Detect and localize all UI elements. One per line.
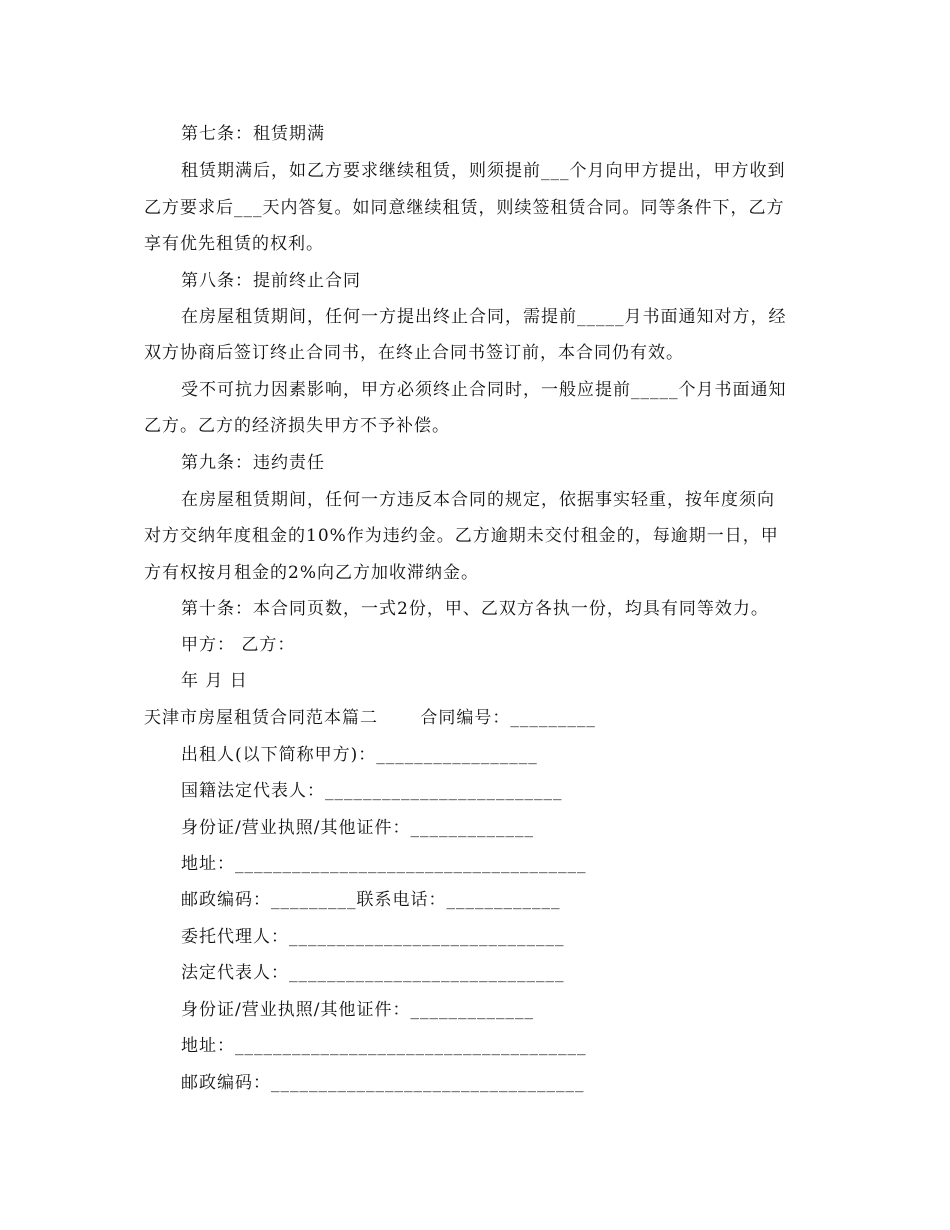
article-7-paragraph-line: 享有优先租赁的权利。 — [144, 234, 324, 254]
article-8-paragraph-line: 乙方。乙方的经济损失甲方不予补偿。 — [144, 416, 450, 436]
article-8-heading: 第八条：提前终止合同 — [181, 271, 361, 291]
nationality-representative-field: 国籍法定代表人：_________________________ — [181, 781, 563, 801]
article-8-paragraph-line: 双方协商后签订终止合同书，在终止合同书签订前，本合同仍有效。 — [144, 343, 684, 363]
date-line: 年 月 日 — [181, 671, 248, 691]
agent-field: 委托代理人：_____________________________ — [181, 927, 565, 947]
id-document-field: 身份证/营业执照/其他证件：_____________ — [181, 1000, 534, 1020]
postal-phone-field: 邮政编码：_________联系电话：____________ — [181, 890, 561, 910]
article-7-paragraph-line: 乙方要求后___天内答复。如同意继续租赁，则续签租赁合同。同等条件下，乙方 — [144, 198, 785, 218]
article-9-heading: 第九条：违约责任 — [181, 453, 325, 473]
article-7-paragraph-line: 租赁期满后，如乙方要求继续租赁，则须提前___个月向甲方提出，甲方收到 — [181, 161, 786, 181]
article-8-paragraph-line: 受不可抗力因素影响，甲方必须终止合同时，一般应提前_____个月书面通知 — [181, 380, 787, 400]
article-8-paragraph-line: 在房屋租赁期间，任何一方提出终止合同，需提前_____月书面通知对方，经 — [181, 307, 787, 327]
address-field: 地址：_____________________________________ — [181, 854, 587, 874]
id-document-field: 身份证/营业执照/其他证件：_____________ — [181, 818, 534, 838]
address-field: 地址：_____________________________________ — [181, 1036, 587, 1056]
article-10: 第十条：本合同页数，一式2份，甲、乙双方各执一份，均具有同等效力。 — [181, 599, 769, 619]
lessor-field: 出租人(以下简称甲方)：_________________ — [181, 745, 538, 765]
article-9-paragraph-line: 对方交纳年度租金的10%作为违约金。乙方逾期未交付租金的，每逾期一日，甲 — [144, 526, 779, 546]
legal-representative-field: 法定代表人：_____________________________ — [181, 963, 565, 983]
contract-2-title: 天津市房屋租赁合同范本篇二 合同编号：_________ — [144, 708, 596, 728]
parties-signature-line: 甲方： 乙方： — [181, 635, 296, 655]
article-9-paragraph-line: 方有权按月租金的2%向乙方加收滞纳金。 — [144, 563, 479, 583]
article-9-paragraph-line: 在房屋租赁期间，任何一方违反本合同的规定，依据事实轻重，按年度须向 — [181, 490, 775, 510]
postal-code-field: 邮政编码：_________________________________ — [181, 1073, 585, 1093]
article-7-heading: 第七条：租赁期满 — [181, 124, 325, 144]
